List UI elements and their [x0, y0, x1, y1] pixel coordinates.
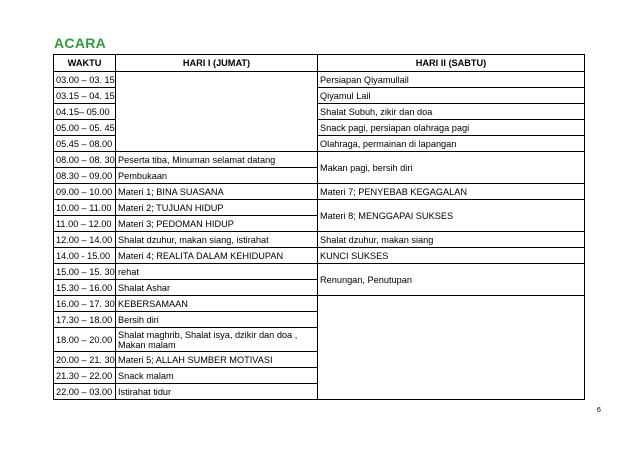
time-cell: 05.45 – 08.00 — [54, 136, 116, 152]
day1-cell: rehat — [116, 264, 318, 280]
time-cell: 11.00 – 12.00 — [54, 216, 116, 232]
table-row — [54, 248, 585, 264]
day2-cell: Shalat Subuh, zikir dan doa — [318, 104, 585, 120]
day1-cell: Peserta tiba, Minuman selamat datang — [116, 152, 318, 168]
time-cell: 12.00 – 14.00 — [54, 232, 116, 248]
time-cell: 08.30 – 09.00 — [54, 168, 116, 184]
day2-cell: Materi 7; PENYEBAB KEGAGALAN — [318, 184, 585, 200]
day1-cell: Pembukaan — [116, 168, 318, 184]
table-row — [54, 152, 585, 168]
day1-cell: Bersih diri — [116, 312, 318, 328]
day2-cell: Shalat dzuhur, makan siang — [318, 232, 585, 248]
header-waktu: WAKTU — [54, 55, 116, 72]
table-row — [54, 184, 585, 200]
day1-cell: Snack malam — [116, 368, 318, 384]
day1-cell: Istirahat tidur — [116, 384, 318, 400]
schedule-table — [53, 54, 585, 400]
time-cell: 03.00 – 03. 15 — [54, 72, 116, 88]
day1-cell: Materi 1; BINA SUASANA — [116, 184, 318, 200]
day1-cell: Materi 3; PEDOMAN HIDUP — [116, 216, 318, 232]
day1-cell: Shalat maghrib, Shalat isya, dzikir dan doa , Makan malam — [116, 328, 318, 352]
time-cell: 15.30 – 16.00 — [54, 280, 116, 296]
day2-cell: Olahraga, permainan di lapangan — [318, 136, 585, 152]
time-cell: 21.30 – 22.00 — [54, 368, 116, 384]
time-cell: 18.00 – 20.00 — [54, 328, 116, 352]
page-number: 6 — [597, 407, 601, 414]
time-cell: 10.00 – 11.00 — [54, 200, 116, 216]
day2-cell: Persiapan Qiyamullail — [318, 72, 585, 88]
time-cell: 14.00 - 15.00 — [54, 248, 116, 264]
day1-cell: Materi 2; TUJUAN HIDUP — [116, 200, 318, 216]
header-row — [54, 55, 585, 72]
time-cell: 08.00 – 08. 30 — [54, 152, 116, 168]
table-row — [54, 200, 585, 216]
time-cell: 05.00 – 05. 45 — [54, 120, 116, 136]
time-cell: 15.00 – 15. 30 — [54, 264, 116, 280]
table-row — [54, 296, 585, 312]
day1-cell: Shalat Ashar — [116, 280, 318, 296]
time-cell: 04.15– 05.00 — [54, 104, 116, 120]
day1-empty-cell — [116, 72, 318, 152]
day2-cell: Makan pagi, bersih diri — [318, 152, 585, 184]
day2-cell: Renungan, Penutupan — [318, 264, 585, 296]
time-cell: 22.00 – 03.00 — [54, 384, 116, 400]
day2-cell: KUNCI SUKSES — [318, 248, 585, 264]
day2-cell: Materi 8; MENGGAPAI SUKSES — [318, 200, 585, 232]
header-day2: HARI II (SABTU) — [318, 55, 585, 72]
table-row — [54, 264, 585, 280]
day1-cell: KEBERSAMAAN — [116, 296, 318, 312]
time-cell: 03.15 – 04. 15 — [54, 88, 116, 104]
day1-cell: Materi 5; ALLAH SUMBER MOTIVASI — [116, 352, 318, 368]
day2-cell: Snack pagi, persiapan olahraga pagi — [318, 120, 585, 136]
time-cell: 20.00 – 21. 30 — [54, 352, 116, 368]
time-cell: 16.00 – 17. 30 — [54, 296, 116, 312]
table-row — [54, 232, 585, 248]
header-day1: HARI I (JUMAT) — [116, 55, 318, 72]
section-title: ACARA — [54, 35, 107, 51]
time-cell: 17.30 – 18.00 — [54, 312, 116, 328]
day1-cell: Shalat dzuhur, makan siang, istirahat — [116, 232, 318, 248]
time-cell: 09.00 – 10.00 — [54, 184, 116, 200]
day1-cell: Materi 4; REALITA DALAM KEHIDUPAN — [116, 248, 318, 264]
day2-empty-cell — [318, 296, 585, 400]
day2-cell: Qiyamul Lail — [318, 88, 585, 104]
table-row — [54, 72, 585, 88]
